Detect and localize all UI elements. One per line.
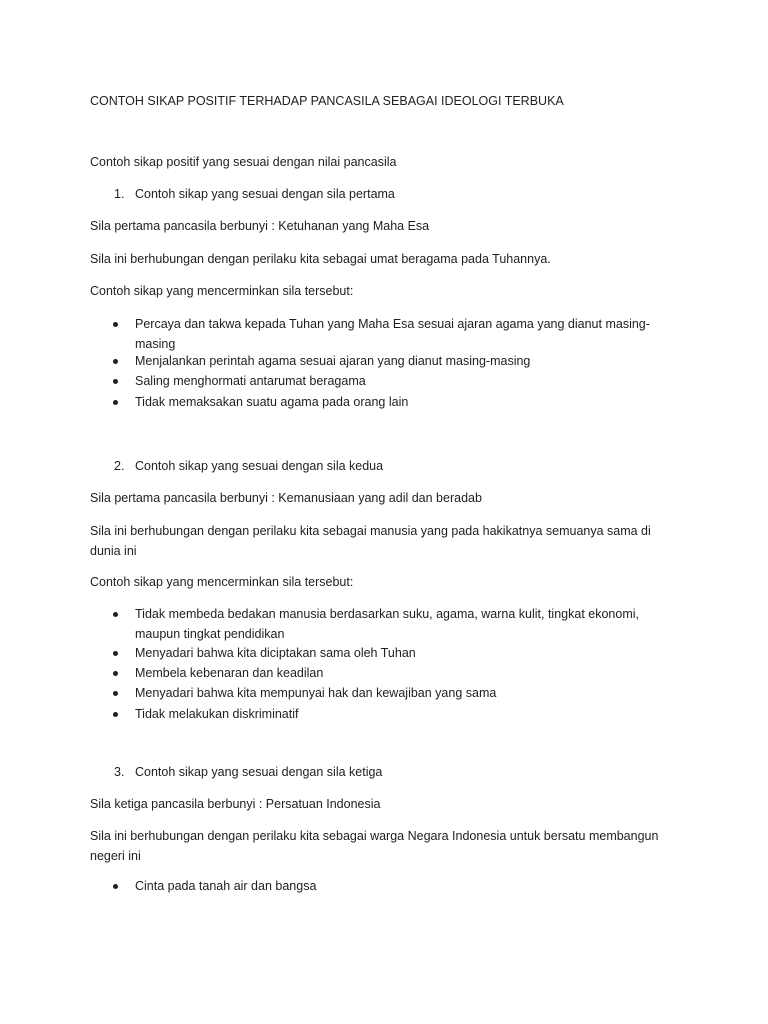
section-3-bullet-1: Cinta pada tanah air dan bangsa [135, 879, 317, 893]
section-1-bullet-4: Tidak memaksakan suatu agama pada orang lain [135, 395, 409, 409]
section-1-paragraph-2: Sila ini berhubungan dengan perilaku kita sebagai umat beragama pada Tuhannya. [90, 252, 551, 266]
bullet-icon [113, 379, 118, 384]
section-2-heading: Contoh sikap yang sesuai dengan sila kedua [135, 459, 384, 473]
document-title: CONTOH SIKAP POSITIF TERHADAP PANCASILA SEBAGAI IDEOLOGI TERBUKA [90, 94, 564, 108]
section-3-heading: Contoh sikap yang sesuai dengan sila ketiga [135, 765, 383, 779]
section-2-paragraph-1: Sila pertama pancasila berbunyi : Kemanusiaan yang adil dan beradab [90, 491, 482, 505]
section-2-number: 2. [114, 459, 125, 473]
section-1-paragraph-1: Sila pertama pancasila berbunyi : Ketuhanan yang Maha Esa [90, 219, 430, 233]
bullet-icon [113, 671, 118, 676]
bullet-icon [113, 651, 118, 656]
section-2-paragraph-3: Contoh sikap yang mencerminkan sila tersebut: [90, 575, 354, 589]
section-3-number: 3. [114, 765, 125, 779]
section-3-paragraph-1: Sila ketiga pancasila berbunyi : Persatuan Indonesia [90, 797, 381, 811]
section-1-number: 1. [114, 187, 125, 201]
section-2-bullet-2: Menyadari bahwa kita diciptakan sama oleh Tuhan [135, 646, 416, 660]
bullet-icon [113, 322, 118, 327]
bullet-icon [113, 359, 118, 364]
section-2-bullet-3: Membela kebenaran dan keadilan [135, 666, 324, 680]
bullet-icon [113, 884, 118, 889]
section-1-paragraph-3: Contoh sikap yang mencerminkan sila tersebut: [90, 284, 354, 298]
section-2-bullet-5: Tidak melakukan diskriminatif [135, 707, 299, 721]
section-3-paragraph-2: Sila ini berhubungan dengan perilaku kita sebagai warga Negara Indonesia untuk bersatu membangun negeri ini [90, 829, 659, 863]
section-2-bullet-4: Menyadari bahwa kita mempunyai hak dan kewajiban yang sama [135, 686, 497, 700]
intro-paragraph: Contoh sikap positif yang sesuai dengan nilai pancasila [90, 155, 397, 169]
bullet-icon [113, 612, 118, 617]
section-1-bullet-3: Saling menghormati antarumat beragama [135, 374, 366, 388]
section-1-bullet-2: Menjalankan perintah agama sesuai ajaran yang dianut masing-masing [135, 354, 531, 368]
bullet-icon [113, 400, 118, 405]
bullet-icon [113, 712, 118, 717]
section-2-paragraph-2: Sila ini berhubungan dengan perilaku kita sebagai manusia yang pada hakikatnya semuanya sama di dunia ini [90, 524, 651, 558]
section-2-bullet-1: Tidak membeda bedakan manusia berdasarkan suku, agama, warna kulit, tingkat ekonomi, maupun tingkat pendidikan [135, 607, 639, 641]
section-1-heading: Contoh sikap yang sesuai dengan sila pertama [135, 187, 395, 201]
bullet-icon [113, 691, 118, 696]
section-1-bullet-1: Percaya dan takwa kepada Tuhan yang Maha Esa sesuai ajaran agama yang dianut masing-masing [135, 317, 650, 351]
